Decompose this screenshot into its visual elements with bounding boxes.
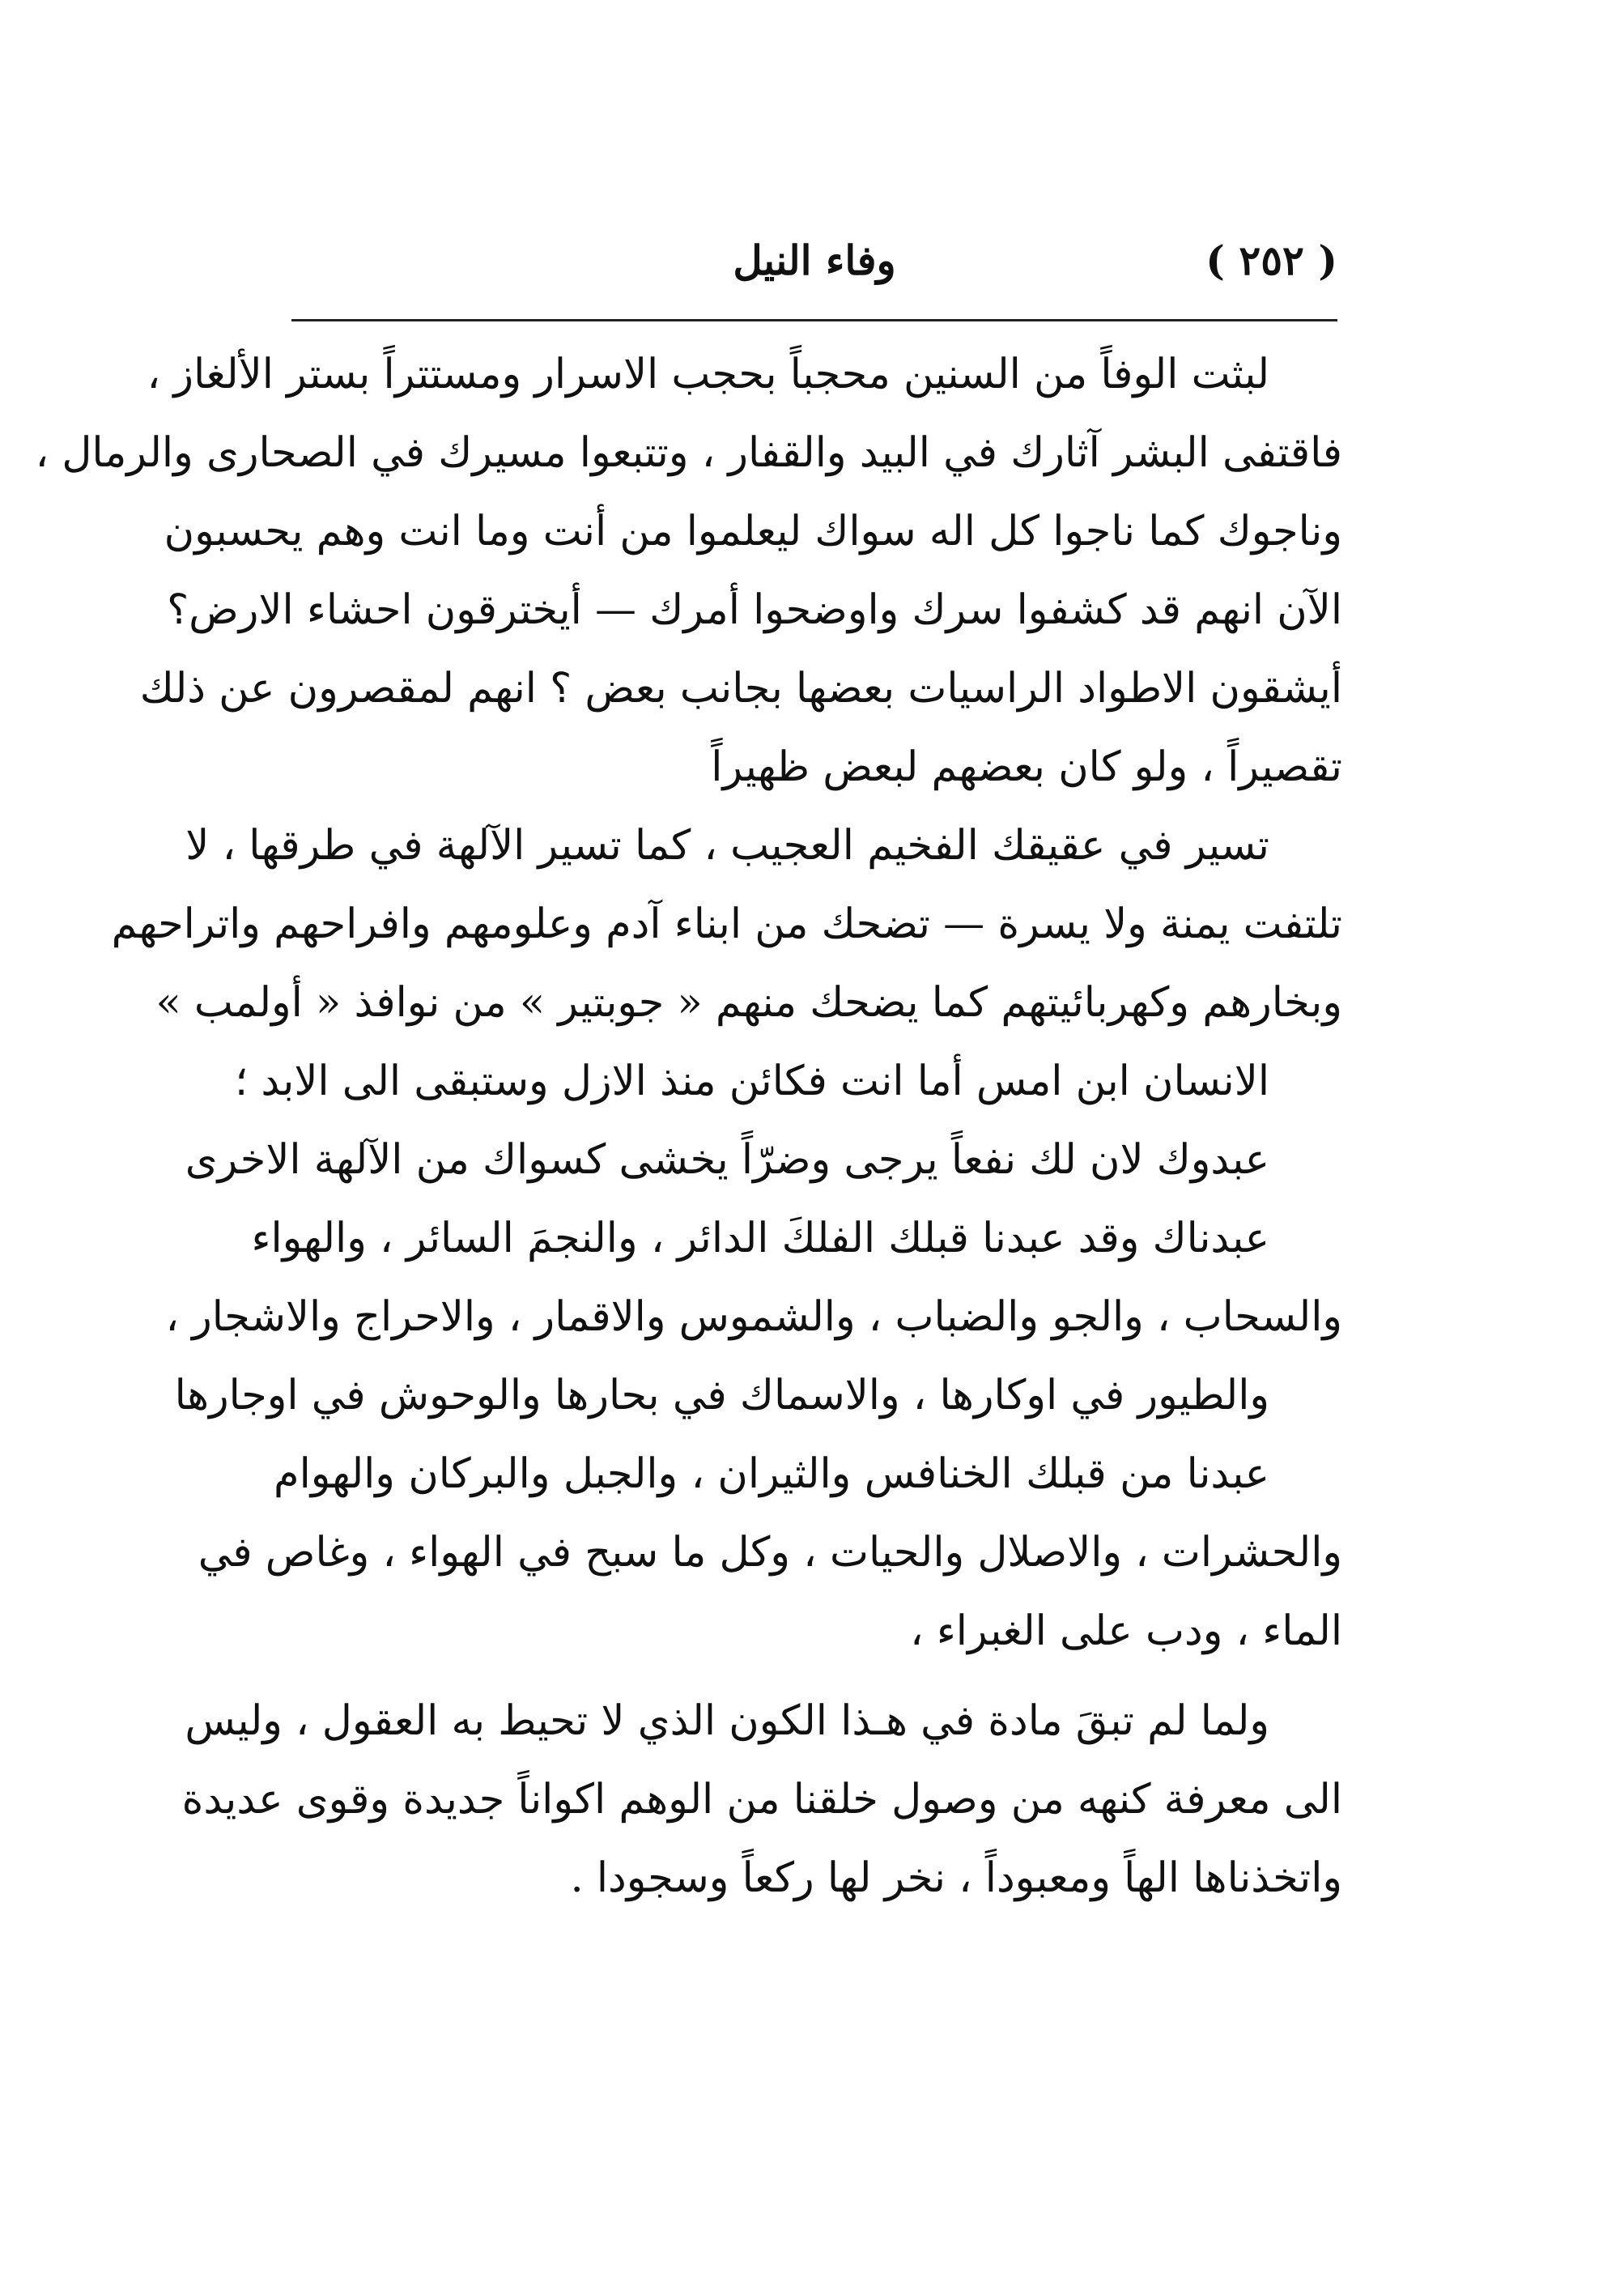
text-line: عبدنا من قبلك الخنافس والثيران ، والجبل والبركان والهوام [274,1450,1269,1498]
text-line: أيشقون الاطواد الراسيات بعضها بجانب بعض ؟ انهم لمقصرون عن ذلك [139,665,1342,713]
page-number: ( ٢٥٢ ) [1205,236,1337,284]
text-line: والسحاب ، والجو والضباب ، والشموس والاقمار ، والاحراج والاشجار ، [165,1293,1342,1341]
text-line: وناجوك كما ناجوا كل اله سواك ليعلموا من أنت وما انت وهم يحسبون [164,508,1342,555]
text-line: عبدناك وقد عبدنا قبلك الفلكَ الدائر ، والنجمَ السائر ، والهواء [251,1215,1269,1262]
body-text [35,335,1342,1917]
text-line: الماء ، ودب على الغبراء ، [910,1607,1342,1655]
text-line: والطيور في اوكارها ، والاسماك في بحارها والوحوش في اوجارها [174,1372,1269,1419]
text-line: تقصيراً ، ولو كان بعضهم لبعض ظهيراً [711,743,1342,791]
text-line: فاقتفى البشر آثارك في البيد والقفار ، وتتبعوا مسيرك في الصحارى والرمال ، [35,429,1342,477]
text-line: الى معرفة كنهه من وصول خلقنا من الوهم اكواناً جديدة وقوى عديدة [181,1776,1342,1824]
text-line: الآن انهم قد كشفوا سرك واوضحوا أمرك — أيخترقون احشاء الارض؟ [167,586,1342,634]
running-title: وفاء النيل [733,236,896,284]
header-divider [291,319,1337,321]
text-line: عبدوك لان لك نفعاً يرجى وضرّاً يخشى كسواك من الآلهة الاخرى [185,1136,1269,1184]
text-line: ولما لم تبقَ مادة في هـذا الكون الذي لا تحيط به العقول ، وليس [185,1697,1269,1745]
text-line: تسير في عقيقك الفخيم العجيب ، كما تسير الآلهة في طرقها ، لا [185,822,1269,870]
text-line: لبثت الوفاً من السنين محجباً بحجب الاسرار ومستتراً بستر الألغاز ، [147,351,1269,398]
text-line: وبخارهم وكهربائيتهم كما يضحك منهم « جوبتير » من نوافذ « أولمب » [155,979,1342,1027]
text-line: الانسان ابن امس أما انت فكائن منذ الازل وستبقى الى الابد ؛ [234,1058,1269,1105]
text-line: والحشرات ، والاصلال والحيات ، وكل ما سبح في الهواء ، وغاص في [198,1529,1342,1577]
text-line: تلتفت يمنة ولا يسرة — تضحك من ابناء آدم وعلومهم وافراحهم واتراحهم [111,900,1342,948]
page-header [291,236,1337,301]
text-line: واتخذناها الهاً ومعبوداً ، نخر لها ركعاً وسجودا . [570,1854,1342,1902]
paragraph-gap [274,1670,1342,1682]
